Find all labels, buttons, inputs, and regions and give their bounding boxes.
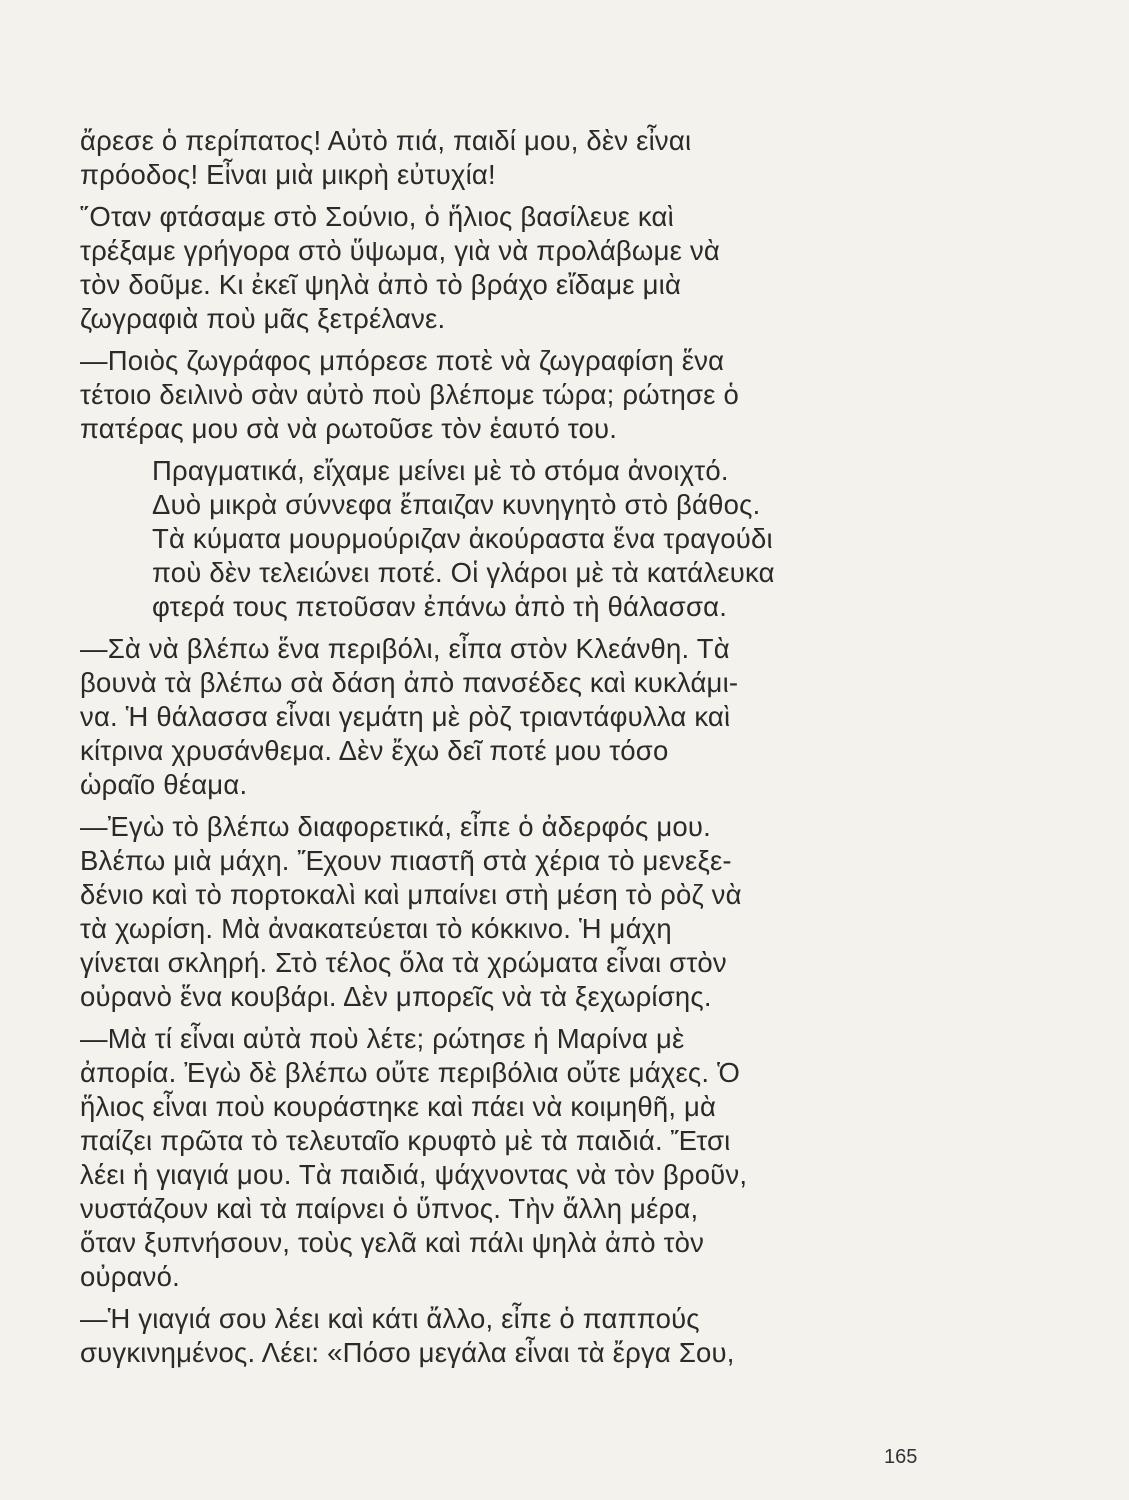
paragraph (80, 810, 940, 1014)
paragraph-gap (80, 336, 940, 344)
text-line: πατέρας μου σὰ νὰ ρωτοῦσε τὸν ἑαυτό του. (80, 413, 618, 444)
text-line: παίζει πρῶτα τὸ τελευταῖο κρυφτὸ μὲ τὰ παιδιά. Ἔτσι (80, 1125, 731, 1156)
paragraph (80, 344, 940, 446)
paragraph (80, 632, 940, 802)
text-line: βουνὰ τὰ βλέπω σὰ δάση ἀπὸ πανσέδες καὶ κυκλάμι- (80, 667, 739, 698)
text-line: να. Ἡ θάλασσα εἶναι γεμάτη μὲ ρὸζ τριαντάφυλλα καὶ (80, 701, 731, 732)
paragraph-gap (80, 1294, 940, 1302)
text-line: —Ἡ γιαγιά σου λέει καὶ κάτι ἄλλο, εἶπε ὁ παππούς (80, 1303, 700, 1334)
text-line: Βλέπω μιὰ μάχη. Ἔχουν πιαστῆ στὰ χέρια τὸ μενεξε- (80, 845, 732, 876)
text-line: τέτοιο δειλινὸ σὰν αὐτὸ ποὺ βλέπομε τώρα; ρώτησε ὁ (80, 379, 739, 410)
text-line: —Μὰ τί εἶναι αὐτὰ ποὺ λέτε; ρώτησε ἡ Μαρίνα μὲ (80, 1023, 685, 1054)
page-number: 165 (884, 1446, 918, 1468)
text-line: ῞Οταν φτάσαμε στὸ Σούνιο, ὁ ἥλιος βασίλευε καὶ (80, 201, 674, 232)
paragraph-gap (80, 624, 940, 632)
text-line: τὰ χωρίση. Μὰ ἀνακατεύεται τὸ κόκκινο. Ἡ μάχη (80, 913, 672, 944)
text-line: τὸν δοῦμε. Κι ἐκεῖ ψηλὰ ἀπὸ τὸ βράχο εἴδαμε μιὰ (80, 269, 682, 300)
text-line: οὐρανό. (80, 1261, 180, 1292)
paragraph (80, 124, 940, 192)
paragraph-gap (80, 1014, 940, 1022)
paragraph (80, 1022, 940, 1294)
paragraph (80, 1302, 940, 1370)
text-line: δένιο καὶ τὸ πορτοκαλὶ καὶ μπαίνει στὴ μέση τὸ ρὸζ νὰ (80, 879, 742, 910)
text-line: τρέξαμε γρήγορα στὸ ὕψωμα, γιὰ νὰ προλάβωμε νὰ (80, 235, 720, 266)
paragraph (80, 200, 940, 336)
text-line: Πραγματικά, εἴχαμε μείνει μὲ τὸ στόμα ἀνοιχτό. (152, 455, 729, 486)
text-line: —Σὰ νὰ βλέπω ἕνα περιβόλι, εἶπα στὸν Κλεάνθη. Τὰ (80, 633, 730, 664)
text-line: συγκινημένος. Λέει: «Πόσο μεγάλα εἶναι τὰ ἔργα Σου, (80, 1337, 735, 1368)
text-line: ἄρεσε ὁ περίπατος! Αὐτὸ πιά, παιδί μου, δὲν εἶναι (80, 125, 692, 156)
text-line: Δυὸ μικρὰ σύννεφα ἔπαιζαν κυνηγητὸ στὸ βάθος. (152, 489, 761, 520)
text-line: πρόοδος! Εἶναι μιὰ μικρὴ εὐτυχία! (80, 159, 496, 190)
text-line: φτερά τους πετοῦσαν ἐπάνω ἀπὸ τὴ θάλασσα. (152, 591, 728, 622)
text-line: ποὺ δὲν τελειώνει ποτέ. Οἱ γλάροι μὲ τὰ κατάλευκα (152, 557, 775, 588)
paragraph-gap (80, 192, 940, 200)
text-line: ὡραῖο θέαμα. (80, 769, 248, 800)
paragraph-gap (80, 446, 940, 454)
text-line: Τὰ κύματα μουρμούριζαν ἀκούραστα ἕνα τραγούδι (152, 523, 773, 554)
body-text (80, 124, 940, 1370)
text-line: οὐρανὸ ἕνα κουβάρι. Δὲν μπορεῖς νὰ τὰ ξεχωρίσης. (80, 981, 712, 1012)
text-line: νυστάζουν καὶ τὰ παίρνει ὁ ὕπνος. Τὴν ἄλλη μέρα, (80, 1193, 699, 1224)
text-line: ἀπορία. Ἐγὼ δὲ βλέπω οὔτε περιβόλια οὔτε μάχες. Ὁ (80, 1057, 740, 1088)
text-line: ὅταν ξυπνήσουν, τοὺς γελᾶ καὶ πάλι ψηλὰ ἀπὸ τὸν (80, 1227, 705, 1258)
text-line: —Ποιὸς ζωγράφος μπόρεσε ποτὲ νὰ ζωγραφίση ἕνα (80, 345, 725, 376)
text-line: ζωγραφιὰ ποὺ μᾶς ξετρέλανε. (80, 303, 446, 334)
text-line: —Ἐγὼ τὸ βλέπω διαφορετικά, εἶπε ὁ ἀδερφός μου. (80, 811, 711, 842)
paragraph-gap (80, 802, 940, 810)
text-line: γίνεται σκληρή. Στὸ τέλος ὅλα τὰ χρώματα εἶναι στὸν (80, 947, 727, 978)
paragraph (80, 454, 940, 624)
text-line: ἥλιος εἶναι ποὺ κουράστηκε καὶ πάει νὰ κοιμηθῆ, μὰ (80, 1091, 717, 1122)
text-line: κίτρινα χρυσάνθεμα. Δὲν ἔχω δεῖ ποτέ μου τόσο (80, 735, 669, 766)
text-line: λέει ἡ γιαγιά μου. Τὰ παιδιά, ψάχνοντας νὰ τὸν βροῦν, (80, 1159, 748, 1190)
